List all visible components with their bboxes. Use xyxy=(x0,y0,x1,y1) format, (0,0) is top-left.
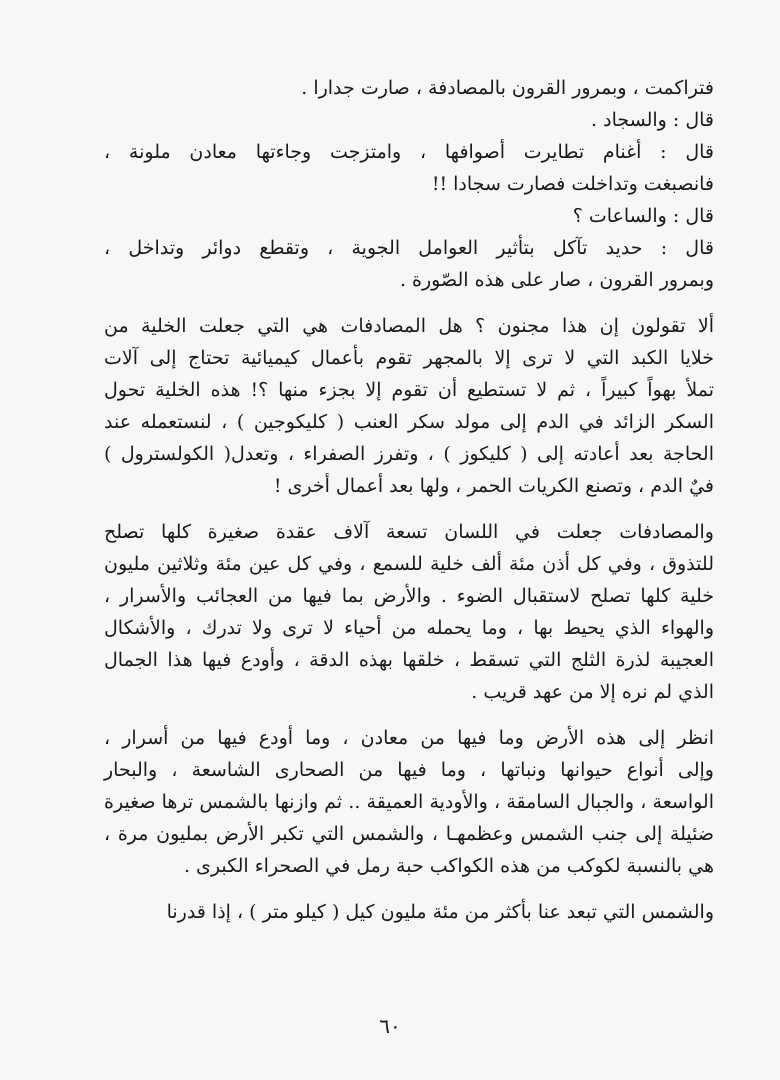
text-line: وبمرور القرون ، صار على هذه الصّورة . xyxy=(399,269,714,291)
text-line: انظر إلى هذه الأرض وما فيها من معادن ، وما أودع فيها من أسرار ، xyxy=(104,727,714,749)
paragraph xyxy=(104,722,714,882)
text-line: هي بالنسبة لكوكب من هذه الكواكب حبة رمل في الصحراء الكبرى . xyxy=(183,855,714,877)
text-line: الحاجة بعد أعادته إلى ( كليكوز ) ، وتفرز الصفراء ، وتعدل( الكولسترول ) xyxy=(104,443,714,465)
text-line: الواسعة ، والجبال السامقة ، والأودية العميقة .. ثم وازنها بالشمس ترها صغيرة xyxy=(104,791,714,813)
text-line: وإلى أنواع حيوانها ونباتها ، وما فيها من الصحارى الشاسعة ، والبحار xyxy=(104,759,714,781)
text-line: الذي لم نره إلا من عهد قريب . xyxy=(471,681,714,703)
text-line: ألا تقولون إن هذا مجنون ؟ هل المصادفات هي التي جعلت الخلية من xyxy=(104,315,714,337)
paragraph-gap xyxy=(104,502,714,516)
text-line: العجيبة لذرة الثلج التي تسقط ، خلقها بهذه الدقة ، وأودع فيها هذا الجمال xyxy=(104,649,714,671)
paragraph-gap xyxy=(104,708,714,722)
page-number: ٦٠ xyxy=(379,1014,401,1038)
text-line: فيٌ الدم ، وتصنع الكريات الحمر ، ولها بعد أعمال أخرى ! xyxy=(273,475,714,497)
paragraph xyxy=(104,136,714,200)
text-line: للتذوق ، وفي كل أذن مئة ألف خلية للسمع ، وفي كل عين مئة وثلاثين مليون xyxy=(104,553,714,575)
text-line: قال : أغنام تطايرت أصوافها ، وامتزجت وجاءتها معادن ملونة ، xyxy=(104,141,714,163)
paragraph-gap xyxy=(104,296,714,310)
paragraph xyxy=(104,72,714,104)
paragraph xyxy=(104,104,714,136)
paragraph xyxy=(104,310,714,502)
text-line: والمصادفات جعلت في اللسان تسعة آلاف عقدة صغيرة كلها تصلح xyxy=(104,521,714,543)
paragraph xyxy=(104,200,714,232)
paragraph xyxy=(104,232,714,296)
text-line: فتراكمت ، وبمرور القرون بالمصادفة ، صارت جدارا . xyxy=(301,77,714,99)
text-line: ضئيلة إلى جنب الشمس وعظمهـا ، والشمس التي تكبر الأرض بمليون مرة ، xyxy=(104,823,714,845)
paragraph-gap xyxy=(104,882,714,896)
text-line: والهواء الذي يحيط بها ، وما يحمله من أحياء لا ترى ولا تدرك ، والأشكال xyxy=(104,617,714,639)
text-line: فانصبغت وتداخلت فصارت سجادا !! xyxy=(431,173,714,195)
text-line: والشمس التي تبعد عنا بأكثر من مئة مليون كيل ( كيلو متر ) ، إذا قدرنا xyxy=(166,901,714,923)
text-line: قال : والساعات ؟ xyxy=(572,205,714,227)
text-line: السكر الزائد في الدم إلى مولد سكر العنب ( كليكوجين ) ، لنستعمله عند xyxy=(104,411,714,433)
paragraph xyxy=(104,516,714,708)
paragraph xyxy=(104,896,714,928)
page-body-text xyxy=(104,72,714,928)
text-line: قال : والسجاد . xyxy=(591,109,714,131)
text-line: قال : حديد تآكل بتأثير العوامل الجوية ، وتقطع دوائر وتداخل ، xyxy=(104,237,714,259)
text-line: خلية كلها تصلح لاستقبال الضوء . والأرض بما فيها من العجائب والأسرار ، xyxy=(104,585,714,607)
text-line: خلايا الكبد التي لا ترى إلا بالمجهر تقوم بأعمال كيميائية تحتاج إلى آلات xyxy=(104,347,714,369)
text-line: تملأ بهواً كبيراً ، ثم لا تستطيع أن تقوم إلا بجزء منها ؟! هذه الخلية تحول xyxy=(104,379,714,401)
